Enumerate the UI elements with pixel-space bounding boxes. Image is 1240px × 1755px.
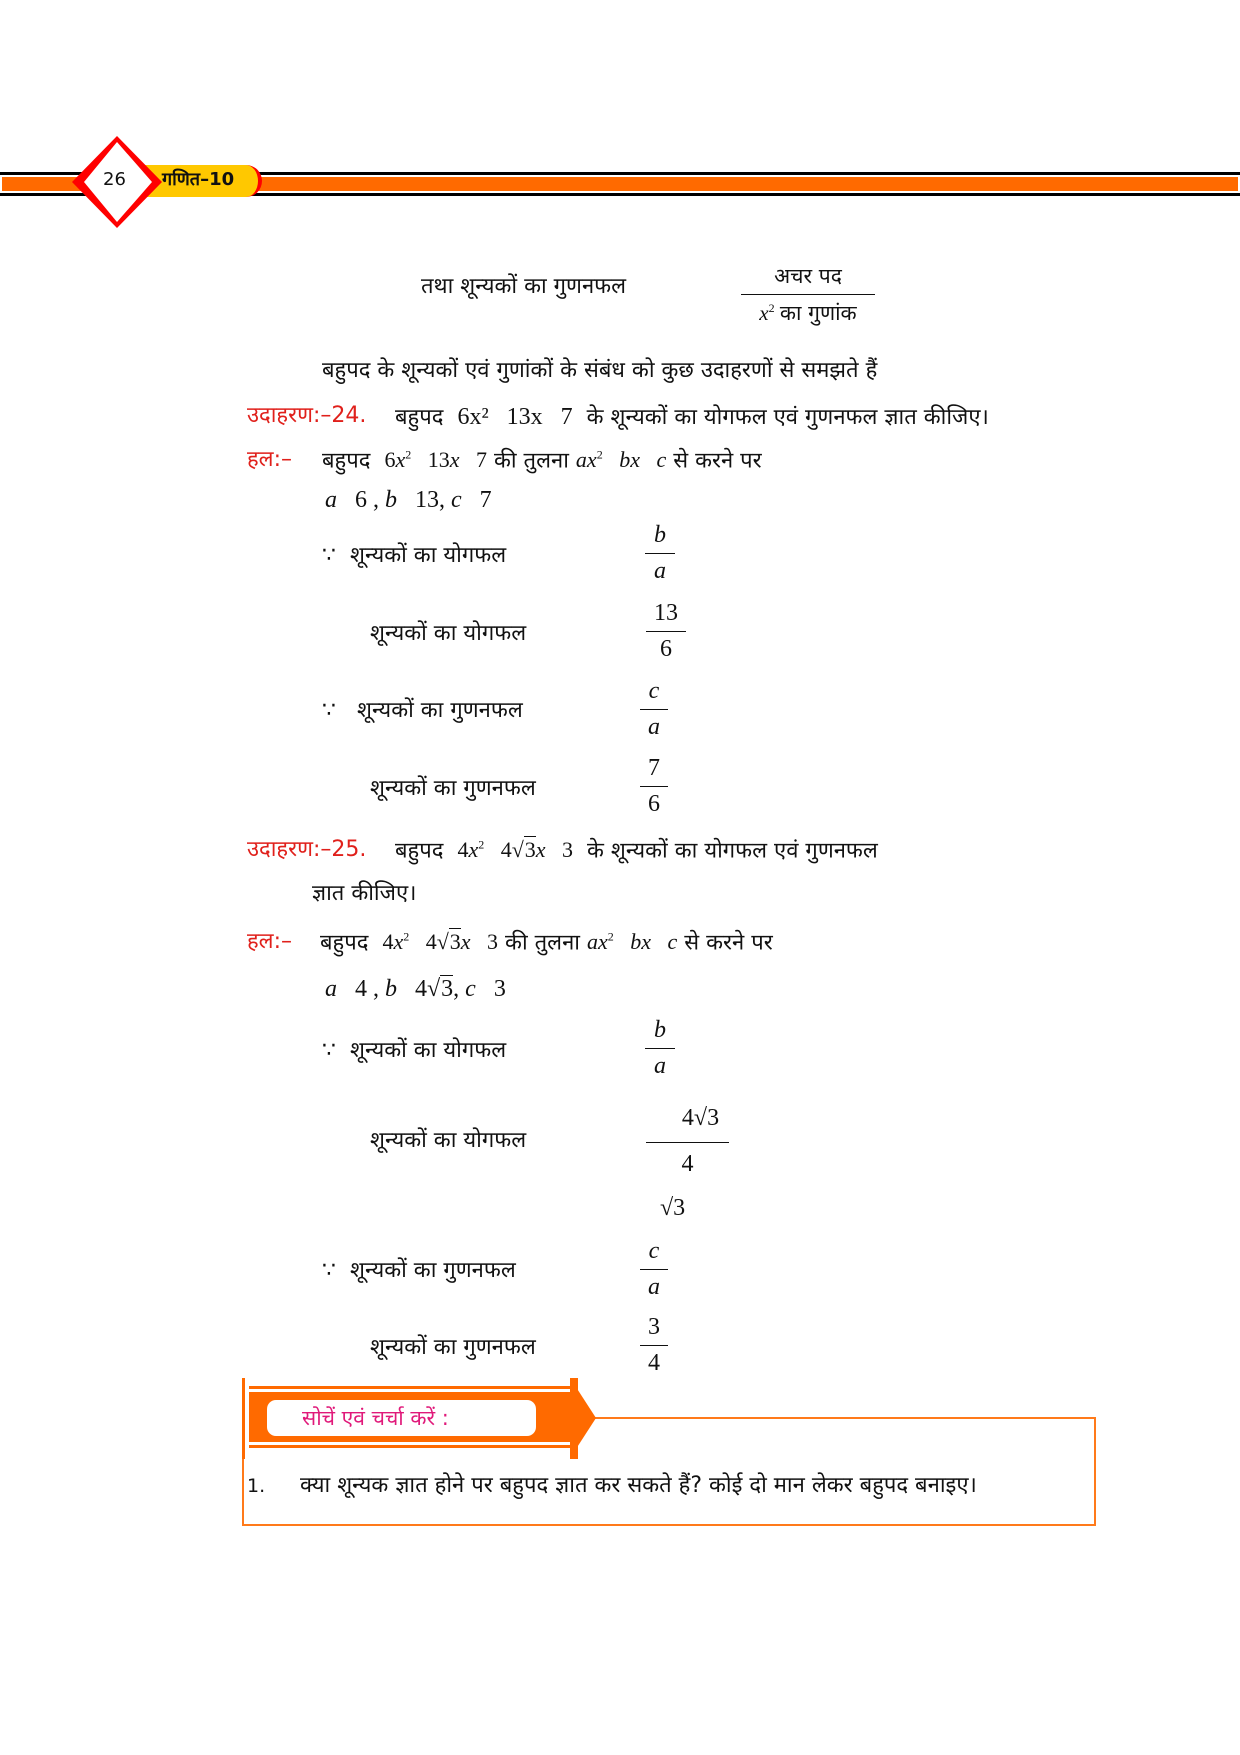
product-value-24: $\frac{7}{6}$ [640, 755, 668, 818]
product-formula-24: $\frac{c}{a}$ [640, 678, 668, 741]
sum-formula-24: $\frac{b}{a}$ [645, 522, 675, 585]
solution-25-label: हल:– [247, 929, 293, 954]
product-formula-25: $\frac{c}{a}$ [640, 1238, 668, 1301]
arrow-icon [574, 1384, 596, 1452]
lead-text: बहुपद के शून्यकों एवं गुणांकों के संबंध को कुछ उदाहरणों से समझते हैं [322, 358, 878, 383]
example-25-question-cont: ज्ञात कीजिए। [312, 881, 417, 906]
sum-value-25: $\frac{4√3}{4}$ [646, 1105, 729, 1178]
example-25-label: उदाहरण:–25. [247, 837, 367, 862]
example-24-question: बहुपद 6x² 13x 7 के शून्यकों का योगफल एवं गुणनफल ज्ञात कीजिए। [395, 404, 989, 430]
solution-25-line: बहुपद $4x^2$ 4√3x 3 की तुलना $ax^2$ bx c से करने पर [320, 929, 773, 956]
sum-formula-25: $\frac{b}{a}$ [645, 1017, 675, 1080]
sum-value-24: $\frac{13}{6}$ [646, 600, 686, 663]
since-product-24: ∵ शून्यकों का गुणनफल [322, 698, 523, 723]
coefficients-24: a 6 , b 13, c 7 [325, 487, 492, 513]
since-sum-24: ∵ शून्यकों का योगफल [322, 543, 507, 568]
sum-simplified-25: √3 [660, 1195, 686, 1221]
product-formula: अचर पद $x^2$ का गुणांक [741, 262, 875, 327]
example-24-label: उदाहरण:–24. [247, 403, 367, 428]
since-sum-25: ∵ शून्यकों का योगफल [322, 1038, 507, 1063]
solution-24-line: बहुपद $6x^2$ 13x 7 की तुलना $ax^2$ bx c से करने पर [322, 447, 762, 474]
product-label-24: शून्यकों का गुणनफल [370, 776, 536, 801]
book-title: गणित–10 [162, 169, 235, 190]
product-value-25: $\frac{3}{4}$ [640, 1314, 668, 1377]
discussion-item-number: 1. [247, 1475, 266, 1497]
product-definition-label: तथा शून्यकों का गुणनफल [421, 274, 627, 299]
product-label-25: शून्यकों का गुणनफल [370, 1335, 536, 1360]
coefficients-25: a 4 , b 4√3, c 3 [325, 976, 506, 1002]
solution-24-label: हल:– [247, 447, 293, 472]
discussion-item-text: क्या शून्यक ज्ञात होने पर बहुपद ज्ञात कर सकते हैं? कोई दो मान लेकर बहुपद बनाइए। [300, 1473, 977, 1498]
example-24-polynomial: 6x² 13x 7 [457, 404, 573, 430]
example-25-question: बहुपद $4x^2$ 4√3x 3 के शून्यकों का योगफल एवं गुणनफल [395, 837, 878, 864]
sum-label-25: शून्यकों का योगफल [370, 1128, 527, 1153]
page-number: 26 [103, 169, 126, 190]
sum-label-24: शून्यकों का योगफल [370, 621, 527, 646]
discussion-title: सोचें एवं चर्चा करें : [302, 1406, 449, 1430]
since-product-25: ∵ शून्यकों का गुणनफल [322, 1258, 516, 1283]
